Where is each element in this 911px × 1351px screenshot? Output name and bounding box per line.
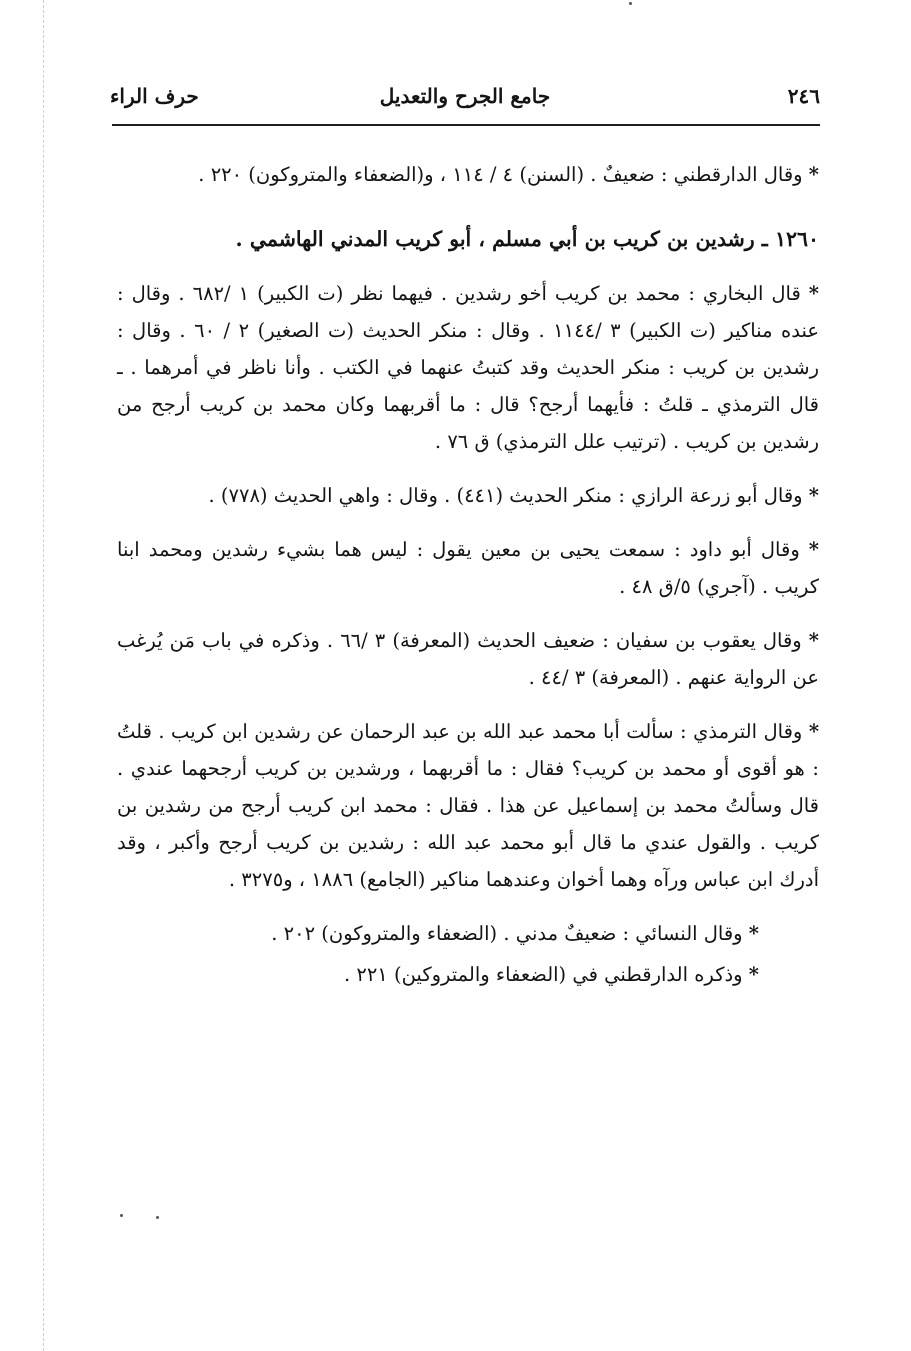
paragraph-tirmidhi [117, 713, 819, 898]
scan-speck [120, 1214, 123, 1217]
paragraph-daraqutni [117, 156, 819, 193]
page-body [117, 156, 819, 997]
paragraph-text: وقال الدارقطني : ضعيفٌ . (السنن) ٤ / ١١٤ ، و(الضعفاء والمتروكون) ٢٢٠ . [198, 163, 803, 186]
paragraph-abu-zura [117, 477, 819, 514]
bullet-star: * [808, 282, 819, 305]
scan-speck [156, 1216, 159, 1219]
paragraph-bukhari [117, 275, 819, 460]
page-header [110, 78, 820, 118]
paragraph-text: قال البخاري : محمد بن كريب أخو رشدين . فيهما نظر (ت الكبير) ١ /٦٨٢ . وقال : عنده مناكير (ت الكبير) ٣ /١١٤٤ . وقال : منكر الحديث (ت الصغير) ٢ / ٦٠ . وقال : رشدين بن كريب : منكر الحديث وقد كتبتُ عنهما في الكتب . وأنا ناظر في أمرهما . ـ قال الترمذي ـ قلتُ : فأيهما أرجح؟ قال : ما أقربهما وكان محمد بن كريب أرجح من رشدين بن كريب . (ترتيب علل الترمذي) ق ٧٦ . [117, 282, 819, 453]
paragraph-text: وقال أبو زرعة الرازي : منكر الحديث (٤٤١) . وقال : واهي الحديث (٧٧٨) . [208, 484, 803, 507]
paragraph-text: وذكره الدارقطني في (الضعفاء والمتروكين) ٢٢١ . [343, 963, 743, 986]
paragraph-daraqutni-duafa [117, 956, 819, 993]
paragraph-text: وقال يعقوب بن سفيان : ضعيف الحديث (المعرفة) ٣ /٦٦ . وذكره في باب مَن يُرغب عن الرواية عنهم . (المعرفة) ٣ /٤٤ . [117, 629, 819, 689]
paragraph-abu-dawud [117, 531, 819, 605]
bullet-star: * [808, 629, 819, 652]
paragraph-text: وقال الترمذي : سألت أبا محمد عبد الله بن عبد الرحمان عن رشدين ابن كريب . قلتُ : هو أقوى أو محمد بن كريب؟ فقال : ما أقربهما ، ورشدين بن كريب أرجحهما عندي . قال وسألتُ محمد بن إسماعيل عن هذا . فقال : محمد ابن كريب أرجح من رشدين بن كريب . والقول عندي ما قال أبو محمد عبد الله : رشدين بن كريب أرجح وأكبر ، وقد أدرك ابن عباس ورآه وهما أخوان وعندهما مناكير (الجامع) ١٨٨٦ ، و٣٢٧٥ . [117, 720, 819, 891]
bullet-star: * [808, 538, 819, 561]
header-rule [112, 124, 820, 126]
scan-speck [629, 2, 632, 5]
section-title: حرف الراء [110, 84, 199, 108]
bullet-star: * [748, 922, 759, 945]
paragraph-text: وقال أبو داود : سمعت يحيى بن معين يقول : ليس هما بشيء رشدين ومحمد ابنا كريب . (آجري) ٥/ق ٤٨ . [117, 538, 819, 598]
bullet-star: * [748, 963, 759, 986]
bullet-star: * [808, 720, 820, 743]
paragraph-text: وقال النسائي : ضعيفٌ مدني . (الضعفاء والمتروكون) ٢٠٢ . [271, 922, 743, 945]
scan-margin-line [43, 0, 44, 1351]
entry-heading: ١٢٦٠ ـ رشدين بن كريب بن أبي مسلم ، أبو كريب المدني الهاشمي . [235, 227, 819, 251]
bullet-star: * [808, 484, 819, 507]
page-number: ٢٤٦ [787, 84, 820, 108]
book-title: جامع الجرح والتعديل [379, 84, 551, 108]
bullet-star: * [808, 163, 819, 186]
paragraph-nasai [117, 915, 819, 952]
paragraph-yaqub [117, 622, 819, 696]
